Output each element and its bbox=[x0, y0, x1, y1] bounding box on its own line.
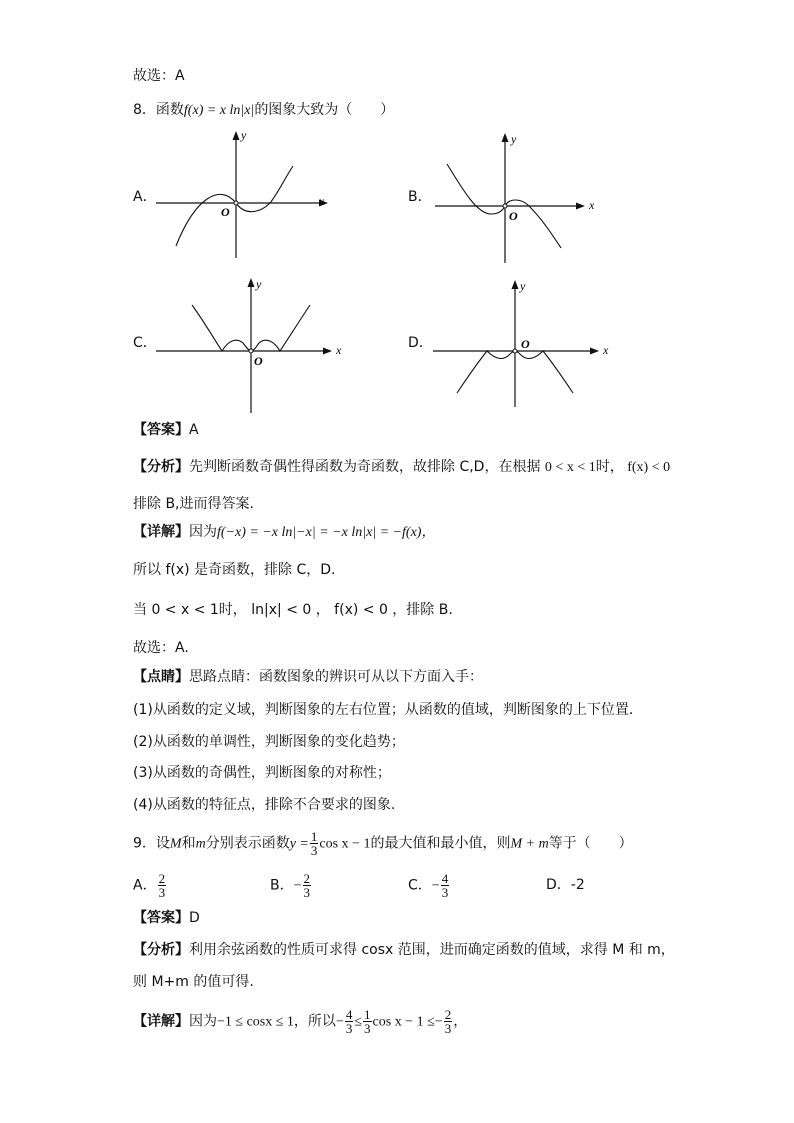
q9-detail-pre: 因为 bbox=[189, 1013, 217, 1030]
q8-conclusion: 故选：A. bbox=[133, 640, 189, 656]
q9-and: 和 bbox=[181, 835, 196, 852]
option-c-label: C． bbox=[133, 335, 157, 351]
q8-number: 8． bbox=[133, 102, 156, 118]
option-b-x-label: x bbox=[589, 198, 595, 212]
q9-choice-b-label: B． bbox=[270, 877, 294, 894]
q8-tip-1: (1)从函数的定义域，判断图象的左右位置；从函数的值域，判断图象的上下位置． bbox=[133, 702, 643, 718]
q8-answer bbox=[133, 420, 199, 440]
q9-m: m bbox=[195, 836, 206, 852]
q9-detail-frac3: $\frac{2}{3}$ bbox=[444, 1007, 452, 1036]
q9-choice-b-frac: $\frac{2}{3}$ bbox=[303, 871, 311, 900]
q9-M: M bbox=[169, 836, 182, 852]
q9-choice-a-frac: $\frac{2}{3}$ bbox=[158, 871, 166, 900]
q9-detail-frac2: $\frac{1}{3}$ bbox=[364, 1007, 371, 1036]
q9-analysis-line2: 则 M+m 的值可得. bbox=[133, 974, 254, 990]
q9-choice-d-text: -2 bbox=[570, 877, 585, 893]
option-d-graph bbox=[425, 275, 625, 415]
q9-answer-value: D bbox=[189, 910, 200, 926]
q8-tip-4: (4)从函数的特征点，排除不合要求的图象. bbox=[133, 797, 396, 813]
q9-choice-c-label: C． bbox=[408, 877, 432, 894]
q9-choice-c: C．− $\frac{4}{3}$ bbox=[408, 871, 449, 900]
option-c-x-label: x bbox=[336, 343, 342, 357]
q9-stem-pre: 设 bbox=[155, 835, 170, 852]
q8-detail-math: f(−x) = −x ln|−x| = −x ln|x| = −f(x)， bbox=[217, 525, 436, 540]
option-d-label: D． bbox=[408, 335, 433, 351]
q8-detail-line2: 所以 f(x) 是奇函数，排除 C，D. bbox=[133, 562, 336, 578]
option-a-label: A． bbox=[133, 189, 157, 205]
q9-choice-d bbox=[546, 872, 585, 898]
q8-tip-3: (3)从函数的奇偶性，判断图象的对称性； bbox=[133, 765, 391, 781]
q8-detail-line3: 当 0 < x < 1时， ln|x| < 0 ， f(x) < 0 ，排除 B. bbox=[133, 602, 453, 618]
q8-detail-pre: 因为 bbox=[189, 524, 217, 540]
option-a-y-label: y bbox=[241, 128, 247, 142]
q9-analysis bbox=[133, 940, 675, 960]
q9-analysis-tag: 【分析】 bbox=[133, 942, 189, 958]
q9-choice-d-label: D． bbox=[546, 877, 571, 893]
q8-function: f(x) = x ln|x| bbox=[183, 103, 255, 118]
q8-stem-post: 的图象大致为（ ） bbox=[254, 102, 395, 118]
option-d-y-label: y bbox=[520, 279, 526, 293]
q9-number: 9． bbox=[133, 835, 156, 852]
q9-choice-a bbox=[133, 872, 167, 899]
option-d-x-label: x bbox=[603, 343, 609, 357]
q8-stem-pre: 函数 bbox=[155, 102, 184, 118]
q8-analysis-math: 0 < x < 1时， f(x) < 0 bbox=[544, 460, 671, 475]
q8-tip-2: (2)从函数的单调性，判断图象的变化趋势； bbox=[133, 734, 405, 750]
q9-detail-ineq: −1 ≤ cosx ≤ 1，所以 bbox=[217, 1014, 336, 1030]
q9-stem bbox=[133, 830, 633, 858]
q9-analysis-line1: 利用余弦函数的性质可求得 cosx 范围，进而确定函数的值域，求得 M 和 m， bbox=[189, 942, 675, 958]
q8-answer-tag: 【答案】 bbox=[133, 422, 189, 438]
q8-analysis-text: 先判断函数奇偶性得函数为奇函数，故排除 C,D，在根据 bbox=[189, 459, 541, 475]
option-a-origin: O bbox=[221, 205, 230, 219]
q8-analysis-line2: 排除 B,进而得答案. bbox=[133, 496, 254, 512]
q9-sum: M + m bbox=[510, 836, 549, 852]
option-b-label: B． bbox=[408, 189, 432, 205]
q8-detail-tag: 【详解】 bbox=[133, 524, 189, 540]
option-c-graph bbox=[150, 275, 350, 415]
option-c-origin: O bbox=[254, 354, 263, 368]
option-b-graph bbox=[425, 128, 610, 266]
q9-detail-frac1: $\frac{4}{3}$ bbox=[345, 1007, 353, 1036]
option-c-y-label: y bbox=[256, 277, 262, 291]
option-a-graph bbox=[150, 128, 335, 260]
q9-stem-mid: 分别表示函数 bbox=[205, 835, 290, 852]
q9-detail-rest: cos x − 1 ≤ bbox=[372, 1014, 435, 1030]
q9-func-rest: cos x − 1 bbox=[319, 836, 371, 852]
option-b-origin: O bbox=[509, 209, 518, 223]
q8-tips-tag: 【点睛】 bbox=[133, 669, 189, 685]
q8-analysis bbox=[133, 457, 670, 478]
q9-choice-c-frac: $\frac{4}{3}$ bbox=[441, 871, 449, 900]
q7-conclusion: 故选：A bbox=[133, 68, 185, 84]
q9-choice-a-label: A． bbox=[133, 877, 157, 894]
q8-analysis-tag: 【分析】 bbox=[133, 459, 189, 475]
q8-tips bbox=[133, 667, 483, 687]
option-a-x-label: x bbox=[319, 194, 325, 208]
q9-choice-b: B．− $\frac{2}{3}$ bbox=[270, 871, 311, 900]
q9-answer-tag: 【答案】 bbox=[133, 910, 189, 926]
q9-detail: 【详解】因为−1 ≤ cosx ≤ 1，所以− $\frac{4}{3}$ ≤ $\frac{1}{3}$ cos x − 1 ≤− $\frac{2}{3}$ ， bbox=[133, 1007, 468, 1036]
option-d-origin: O bbox=[521, 337, 530, 351]
q8-detail bbox=[133, 522, 435, 543]
q9-stem-end: 等于（ ） bbox=[548, 835, 633, 852]
q9-func-frac: $\frac{1}{3}$ bbox=[310, 829, 318, 858]
q9-detail-tag: 【详解】 bbox=[133, 1013, 189, 1030]
q8-tips-intro: 思路点睛：函数图象的辨识可从以下方面入手： bbox=[189, 669, 483, 685]
q8-answer-value: A bbox=[189, 422, 199, 438]
q9-answer bbox=[133, 908, 200, 928]
q9-func-y: y = bbox=[289, 836, 309, 852]
q9-stem-post: 的最大值和最小值，则 bbox=[370, 835, 511, 852]
option-b-y-label: y bbox=[511, 132, 517, 146]
q8-stem bbox=[133, 100, 394, 121]
